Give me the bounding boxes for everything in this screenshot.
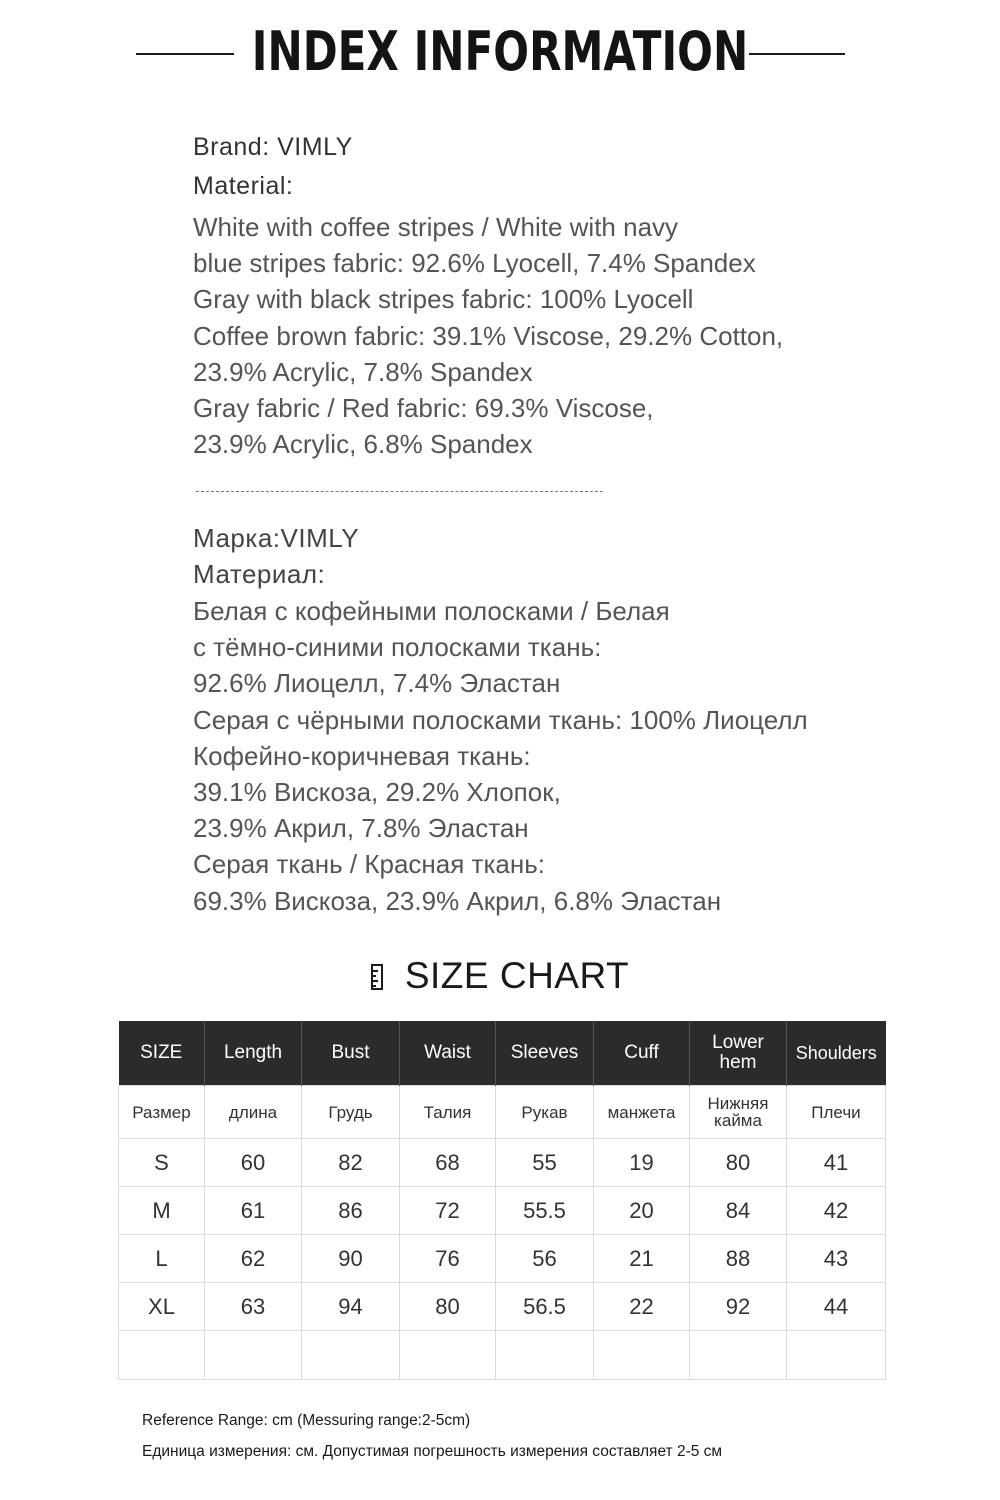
brand-value: VIMLY [277,133,353,161]
table-cell: 44 [787,1283,886,1331]
table-cell: 55 [496,1139,594,1187]
note-en: Reference Range: cm (Messuring range:2-5cm) [142,1412,471,1429]
section-divider [196,491,603,492]
size-chart-table [118,1021,886,1380]
table-cell: 80 [400,1283,496,1331]
english-info [193,128,783,462]
material-line: Gray fabric / Red fabric: 69.3% Viscose, [193,393,654,424]
material-line-ru: 23.9% Акрил, 7.8% Эластан [193,813,529,844]
material-line-ru: Серая ткань / Красная ткань: [193,849,545,880]
header-divider-right [749,53,845,55]
column-header-shoulders: Shoulders [787,1021,886,1086]
table-cell: 21 [594,1235,690,1283]
note-ru: Единица измерения: см. Допустимая погрешность измерения составляет 2-5 см [142,1443,723,1460]
table-row [119,1283,886,1331]
russian-info [193,519,808,919]
material-line: Gray with black stripes fabric: 100% Lyocell [193,284,694,315]
header-row-ru [119,1086,886,1139]
table-cell: 61 [205,1187,302,1235]
material-line-ru: с тёмно-синими полосками ткань: [193,632,602,663]
table-cell [302,1331,400,1380]
table-cell: 72 [400,1187,496,1235]
table-cell: 62 [205,1235,302,1283]
table-cell: 43 [787,1235,886,1283]
column-header-ru: Рукав [496,1086,594,1139]
table-cell: XL [119,1283,205,1331]
ruler-icon [371,964,383,990]
column-header-ru: Плечи [787,1086,886,1139]
size-chart-heading [0,955,1000,997]
table-cell [400,1331,496,1380]
table-cell: 60 [205,1139,302,1187]
table-row [119,1235,886,1283]
material-label: Material: [193,172,294,200]
table-cell: 42 [787,1187,886,1235]
table-cell: 19 [594,1139,690,1187]
material-description [193,209,783,462]
material-line-ru: 69.3% Вискоза, 23.9% Акрил, 6.8% Эластан [193,885,722,916]
table-cell: 22 [594,1283,690,1331]
measurement-notes [142,1405,722,1467]
column-header-bust: Bust [302,1021,400,1086]
column-header-ru: Грудь [302,1086,400,1139]
column-header-waist: Waist [400,1021,496,1086]
page-header [0,18,1000,90]
table-cell: 56 [496,1235,594,1283]
header-row [119,1021,886,1086]
column-header-size: SIZE [119,1021,205,1086]
table-row [119,1139,886,1187]
column-header-ru: Нижняя кайма [690,1086,787,1139]
column-header-lower-hem: Lower hem [690,1021,787,1086]
table-cell: 68 [400,1139,496,1187]
column-header-ru: Размер [119,1086,205,1139]
brand-value-ru: VIMLY [280,523,360,553]
table-cell [594,1331,690,1380]
material-line-ru: 92.6% Лиоцелл, 7.4% Эластан [193,668,561,699]
brand-label: Brand: [193,133,270,161]
table-cell: 86 [302,1187,400,1235]
table-cell: 41 [787,1139,886,1187]
table-cell: L [119,1235,205,1283]
table-cell: 76 [400,1235,496,1283]
table-cell: 80 [690,1139,787,1187]
material-line: 23.9% Acrylic, 6.8% Spandex [193,429,533,460]
brand-label-ru: Марка: [193,523,281,553]
table-cell: M [119,1187,205,1235]
material-description-ru [193,593,808,919]
table-cell: 92 [690,1283,787,1331]
table-cell: 88 [690,1235,787,1283]
column-header-ru: Талия [400,1086,496,1139]
material-line-ru: Белая с кофейными полосками / Белая [193,596,670,626]
material-line: Coffee brown fabric: 39.1% Viscose, 29.2% Cotton, [193,320,784,351]
table-cell [205,1331,302,1380]
material-line-ru: 39.1% Вискоза, 29.2% Хлопок, [193,777,561,808]
brand-line [193,128,783,166]
material-line: blue stripes fabric: 92.6% Lyocell, 7.4% Spandex [193,248,756,279]
material-line-ru: Кофейно-коричневая ткань: [193,740,531,771]
table-cell: 56.5 [496,1283,594,1331]
material-label-ru: Материал: [193,559,326,589]
material-line-ru: Серая с чёрными полосками ткань: 100% Лиоцелл [193,704,808,735]
table-cell: 82 [302,1139,400,1187]
page-title: INDEX INFORMATION [251,20,749,83]
column-header-ru: длина [205,1086,302,1139]
table-cell: S [119,1139,205,1187]
table-cell: 55.5 [496,1187,594,1235]
table-cell: 84 [690,1187,787,1235]
size-chart-title: SIZE CHART [404,955,630,996]
material-line: White with coffee stripes / White with navy [193,212,679,242]
table-row [119,1187,886,1235]
material-line: 23.9% Acrylic, 7.8% Spandex [193,356,533,387]
table-cell [690,1331,787,1380]
column-header-cuff: Cuff [594,1021,690,1086]
column-header-length: Length [205,1021,302,1086]
column-header-sleeves: Sleeves [496,1021,594,1086]
table-cell: 20 [594,1187,690,1235]
table-cell [496,1331,594,1380]
table-cell: 90 [302,1235,400,1283]
column-header-ru: манжета [594,1086,690,1139]
table-cell [119,1331,205,1380]
table-row-empty [119,1331,886,1380]
table-cell [787,1331,886,1380]
brand-line-ru [193,519,808,557]
table-cell: 63 [205,1283,302,1331]
table-cell: 94 [302,1283,400,1331]
